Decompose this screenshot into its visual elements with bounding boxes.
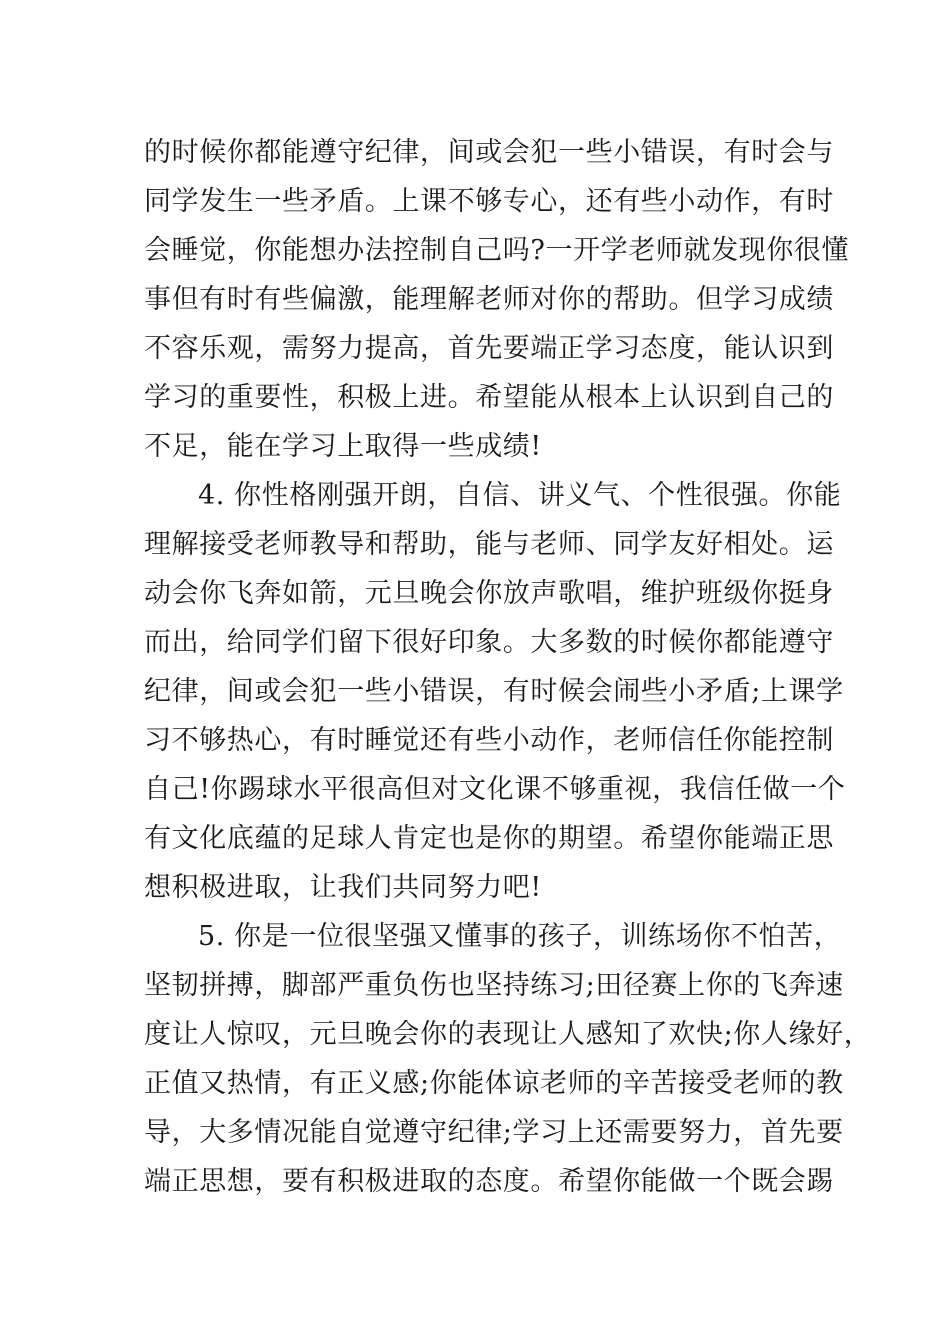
- text-line: 动会你飞奔如箭，元旦晚会你放声歌唱，维护班级你挺身: [144, 578, 834, 609]
- text-line: 会睡觉，你能想办法控制自己吗?一开学老师就发现你很懂: [144, 235, 850, 266]
- text-line: 的时候你都能遵守纪律，间或会犯一些小错误，有时会与: [144, 137, 834, 168]
- text-line: 学习的重要性，积极上进。希望能从根本上认识到自己的: [144, 382, 834, 413]
- text-line: 正值又热情，有正义感;你能体谅老师的辛苦接受老师的教: [144, 1068, 844, 1099]
- text-line: 纪律，间或会犯一些小错误，有时候会闹些小矛盾;上课学: [144, 676, 844, 707]
- text-line: 不足，能在学习上取得一些成绩!: [144, 431, 542, 462]
- text-line: 习不够热心，有时睡觉还有些小动作，老师信任你能控制: [144, 725, 834, 756]
- text-line: 事但有时有些偏激，能理解老师对你的帮助。但学习成绩: [144, 284, 834, 315]
- text-line: 导，大多情况能自觉遵守纪律;学习上还需要努力，首先要: [144, 1117, 844, 1148]
- text-line: 而出，给同学们留下很好印象。大多数的时候你都能遵守: [144, 627, 834, 658]
- text-line: 不容乐观，需努力提高，首先要端正学习态度，能认识到: [144, 333, 834, 364]
- text-line: 想积极进取，让我们共同努力吧!: [144, 872, 542, 903]
- text-line: 度让人惊叹，元旦晚会你的表现让人感知了欢快;你人缘好，: [144, 1019, 872, 1050]
- text-line: 有文化底蕴的足球人肯定也是你的期望。希望你能端正思: [144, 823, 834, 854]
- paragraph-start-line: 4. 你性格刚强开朗，自信、讲义气、个性很强。你能: [198, 480, 842, 511]
- text-line: 坚韧拼搏，脚部严重负伤也坚持练习;田径赛上你的飞奔速: [144, 970, 844, 1001]
- document-body: [144, 128, 872, 1206]
- paragraph-start-line: 5. 你是一位很坚强又懂事的孩子，训练场你不怕苦，: [198, 921, 842, 952]
- text-line: 端正思想，要有积极进取的态度。希望你能做一个既会踢: [144, 1166, 834, 1197]
- text-line: 自己!你踢球水平很高但对文化课不够重视，我信任做一个: [144, 774, 846, 805]
- text-line: 同学发生一些矛盾。上课不够专心，还有些小动作，有时: [144, 186, 834, 217]
- text-line: 理解接受老师教导和帮助，能与老师、同学友好相处。运: [144, 529, 834, 560]
